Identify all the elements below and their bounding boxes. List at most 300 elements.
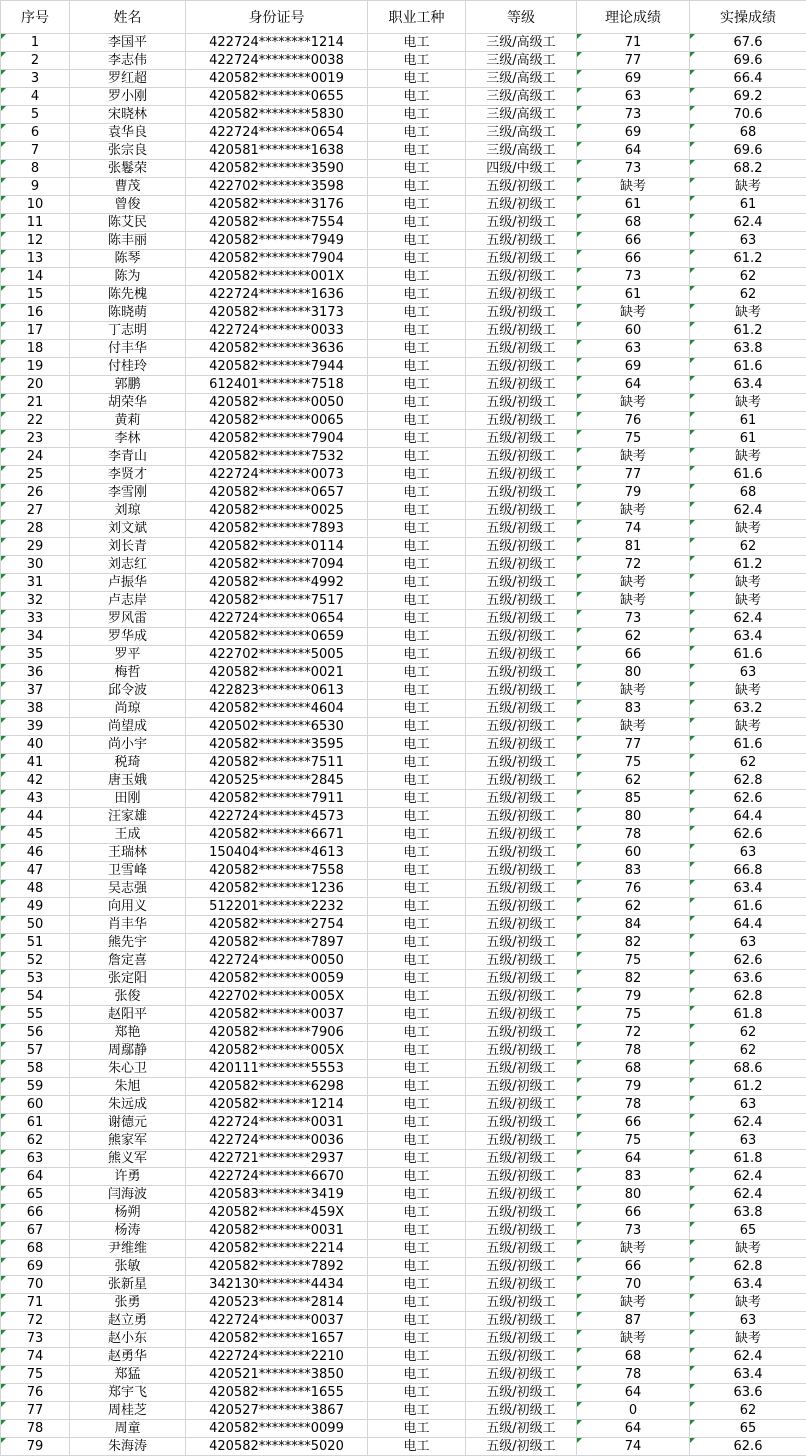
cell-occupation[interactable]: 电工 xyxy=(368,340,466,358)
cell-level[interactable]: 五级/初级工 xyxy=(466,484,577,502)
cell-level[interactable]: 五级/初级工 xyxy=(466,790,577,808)
cell-level[interactable]: 五级/初级工 xyxy=(466,304,577,322)
cell-occupation[interactable]: 电工 xyxy=(368,754,466,772)
cell-theory-score[interactable]: 82 xyxy=(577,934,690,952)
cell-id-number[interactable]: 420502********6530 xyxy=(186,718,368,736)
cell-seq[interactable]: 51 xyxy=(1,934,70,952)
cell-name[interactable]: 杨涛 xyxy=(70,1222,186,1240)
cell-seq[interactable]: 11 xyxy=(1,214,70,232)
cell-level[interactable]: 五级/初级工 xyxy=(466,646,577,664)
cell-occupation[interactable]: 电工 xyxy=(368,1348,466,1366)
cell-name[interactable]: 熊家军 xyxy=(70,1132,186,1150)
cell-id-number[interactable]: 420582********0031 xyxy=(186,1222,368,1240)
cell-theory-score[interactable]: 77 xyxy=(577,466,690,484)
cell-id-number[interactable]: 420582********0099 xyxy=(186,1420,368,1438)
cell-occupation[interactable]: 电工 xyxy=(368,520,466,538)
cell-practical-score[interactable]: 62 xyxy=(690,754,806,772)
cell-theory-score[interactable]: 缺考 xyxy=(577,394,690,412)
cell-id-number[interactable]: 420582********7949 xyxy=(186,232,368,250)
cell-practical-score[interactable]: 62.8 xyxy=(690,772,806,790)
cell-seq[interactable]: 3 xyxy=(1,70,70,88)
cell-level[interactable]: 五级/初级工 xyxy=(466,1186,577,1204)
cell-seq[interactable]: 59 xyxy=(1,1078,70,1096)
cell-id-number[interactable]: 420582********459X xyxy=(186,1204,368,1222)
cell-practical-score[interactable]: 63 xyxy=(690,1132,806,1150)
cell-name[interactable]: 周童 xyxy=(70,1420,186,1438)
cell-occupation[interactable]: 电工 xyxy=(368,1114,466,1132)
cell-occupation[interactable]: 电工 xyxy=(368,412,466,430)
cell-theory-score[interactable]: 缺考 xyxy=(577,592,690,610)
cell-level[interactable]: 五级/初级工 xyxy=(466,1402,577,1420)
cell-theory-score[interactable]: 73 xyxy=(577,268,690,286)
cell-occupation[interactable]: 电工 xyxy=(368,448,466,466)
cell-practical-score[interactable]: 63 xyxy=(690,844,806,862)
cell-level[interactable]: 五级/初级工 xyxy=(466,358,577,376)
cell-level[interactable]: 五级/初级工 xyxy=(466,934,577,952)
cell-practical-score[interactable]: 缺考 xyxy=(690,718,806,736)
cell-name[interactable]: 赵小东 xyxy=(70,1330,186,1348)
cell-name[interactable]: 曹茂 xyxy=(70,178,186,196)
cell-name[interactable]: 付桂玲 xyxy=(70,358,186,376)
cell-level[interactable]: 三级/高级工 xyxy=(466,52,577,70)
cell-theory-score[interactable]: 78 xyxy=(577,1096,690,1114)
cell-theory-score[interactable]: 81 xyxy=(577,538,690,556)
cell-seq[interactable]: 33 xyxy=(1,610,70,628)
cell-practical-score[interactable]: 63.4 xyxy=(690,1276,806,1294)
cell-level[interactable]: 五级/初级工 xyxy=(466,268,577,286)
cell-name[interactable]: 李雪刚 xyxy=(70,484,186,502)
cell-occupation[interactable]: 电工 xyxy=(368,502,466,520)
cell-occupation[interactable]: 电工 xyxy=(368,1312,466,1330)
cell-level[interactable]: 五级/初级工 xyxy=(466,1024,577,1042)
cell-id-number[interactable]: 420582********2754 xyxy=(186,916,368,934)
cell-name[interactable]: 罗红超 xyxy=(70,70,186,88)
cell-occupation[interactable]: 电工 xyxy=(368,1042,466,1060)
cell-occupation[interactable]: 电工 xyxy=(368,142,466,160)
cell-name[interactable]: 张定阳 xyxy=(70,970,186,988)
cell-id-number[interactable]: 422724********0050 xyxy=(186,952,368,970)
cell-id-number[interactable]: 420582********5830 xyxy=(186,106,368,124)
cell-name[interactable]: 朱远成 xyxy=(70,1096,186,1114)
cell-occupation[interactable]: 电工 xyxy=(368,1060,466,1078)
cell-id-number[interactable]: 422724********0037 xyxy=(186,1312,368,1330)
cell-level[interactable]: 五级/初级工 xyxy=(466,232,577,250)
cell-level[interactable]: 五级/初级工 xyxy=(466,880,577,898)
cell-name[interactable]: 田刚 xyxy=(70,790,186,808)
cell-practical-score[interactable]: 62 xyxy=(690,1042,806,1060)
cell-name[interactable]: 周鄢静 xyxy=(70,1042,186,1060)
cell-theory-score[interactable]: 61 xyxy=(577,286,690,304)
cell-occupation[interactable]: 电工 xyxy=(368,1096,466,1114)
cell-theory-score[interactable]: 78 xyxy=(577,826,690,844)
cell-level[interactable]: 五级/初级工 xyxy=(466,1150,577,1168)
cell-occupation[interactable]: 电工 xyxy=(368,610,466,628)
cell-theory-score[interactable]: 缺考 xyxy=(577,1330,690,1348)
cell-practical-score[interactable]: 62 xyxy=(690,1402,806,1420)
cell-practical-score[interactable]: 缺考 xyxy=(690,394,806,412)
cell-theory-score[interactable]: 87 xyxy=(577,1312,690,1330)
cell-occupation[interactable]: 电工 xyxy=(368,1330,466,1348)
cell-theory-score[interactable]: 69 xyxy=(577,124,690,142)
cell-occupation[interactable]: 电工 xyxy=(368,772,466,790)
cell-occupation[interactable]: 电工 xyxy=(368,628,466,646)
cell-occupation[interactable]: 电工 xyxy=(368,538,466,556)
cell-level[interactable]: 五级/初级工 xyxy=(466,592,577,610)
cell-id-number[interactable]: 420582********2214 xyxy=(186,1240,368,1258)
cell-id-number[interactable]: 420582********0657 xyxy=(186,484,368,502)
cell-seq[interactable]: 1 xyxy=(1,34,70,52)
cell-seq[interactable]: 5 xyxy=(1,106,70,124)
cell-id-number[interactable]: 420582********0655 xyxy=(186,88,368,106)
cell-id-number[interactable]: 420582********7558 xyxy=(186,862,368,880)
cell-occupation[interactable]: 电工 xyxy=(368,934,466,952)
cell-seq[interactable]: 76 xyxy=(1,1384,70,1402)
cell-level[interactable]: 五级/初级工 xyxy=(466,916,577,934)
cell-practical-score[interactable]: 61.6 xyxy=(690,898,806,916)
cell-practical-score[interactable]: 68.6 xyxy=(690,1060,806,1078)
cell-occupation[interactable]: 电工 xyxy=(368,88,466,106)
cell-theory-score[interactable]: 82 xyxy=(577,970,690,988)
cell-theory-score[interactable]: 75 xyxy=(577,430,690,448)
cell-occupation[interactable]: 电工 xyxy=(368,286,466,304)
cell-seq[interactable]: 54 xyxy=(1,988,70,1006)
cell-practical-score[interactable]: 61 xyxy=(690,196,806,214)
cell-level[interactable]: 三级/高级工 xyxy=(466,106,577,124)
cell-practical-score[interactable]: 68 xyxy=(690,124,806,142)
cell-occupation[interactable]: 电工 xyxy=(368,52,466,70)
cell-practical-score[interactable]: 63.6 xyxy=(690,970,806,988)
cell-occupation[interactable]: 电工 xyxy=(368,214,466,232)
cell-id-number[interactable]: 420582********001X xyxy=(186,268,368,286)
cell-id-number[interactable]: 422721********2937 xyxy=(186,1150,368,1168)
cell-id-number[interactable]: 422724********0654 xyxy=(186,610,368,628)
cell-id-number[interactable]: 420582********7897 xyxy=(186,934,368,952)
cell-id-number[interactable]: 420582********7532 xyxy=(186,448,368,466)
cell-practical-score[interactable]: 缺考 xyxy=(690,1330,806,1348)
cell-seq[interactable]: 24 xyxy=(1,448,70,466)
cell-name[interactable]: 郭鹏 xyxy=(70,376,186,394)
cell-occupation[interactable]: 电工 xyxy=(368,1006,466,1024)
cell-occupation[interactable]: 电工 xyxy=(368,592,466,610)
cell-name[interactable]: 卢振华 xyxy=(70,574,186,592)
cell-level[interactable]: 五级/初级工 xyxy=(466,1294,577,1312)
cell-theory-score[interactable]: 68 xyxy=(577,1348,690,1366)
cell-practical-score[interactable]: 61.2 xyxy=(690,556,806,574)
cell-theory-score[interactable]: 60 xyxy=(577,844,690,862)
cell-seq[interactable]: 67 xyxy=(1,1222,70,1240)
cell-practical-score[interactable]: 66.8 xyxy=(690,862,806,880)
cell-seq[interactable]: 79 xyxy=(1,1438,70,1456)
cell-name[interactable]: 黄莉 xyxy=(70,412,186,430)
cell-id-number[interactable]: 420582********7904 xyxy=(186,250,368,268)
cell-id-number[interactable]: 422724********1214 xyxy=(186,34,368,52)
cell-practical-score[interactable]: 62 xyxy=(690,286,806,304)
cell-theory-score[interactable]: 66 xyxy=(577,646,690,664)
cell-theory-score[interactable]: 77 xyxy=(577,736,690,754)
cell-practical-score[interactable]: 63 xyxy=(690,1312,806,1330)
cell-practical-score[interactable]: 62 xyxy=(690,268,806,286)
cell-seq[interactable]: 71 xyxy=(1,1294,70,1312)
cell-level[interactable]: 五级/初级工 xyxy=(466,898,577,916)
cell-id-number[interactable]: 420582********7554 xyxy=(186,214,368,232)
cell-occupation[interactable]: 电工 xyxy=(368,556,466,574)
cell-theory-score[interactable]: 60 xyxy=(577,322,690,340)
cell-id-number[interactable]: 420582********0021 xyxy=(186,664,368,682)
cell-theory-score[interactable]: 83 xyxy=(577,700,690,718)
cell-level[interactable]: 三级/高级工 xyxy=(466,124,577,142)
cell-level[interactable]: 五级/初级工 xyxy=(466,340,577,358)
cell-practical-score[interactable]: 62.4 xyxy=(690,502,806,520)
cell-seq[interactable]: 7 xyxy=(1,142,70,160)
cell-name[interactable]: 梅哲 xyxy=(70,664,186,682)
cell-level[interactable]: 三级/高级工 xyxy=(466,34,577,52)
cell-level[interactable]: 五级/初级工 xyxy=(466,1222,577,1240)
cell-practical-score[interactable]: 63 xyxy=(690,664,806,682)
cell-level[interactable]: 五级/初级工 xyxy=(466,1276,577,1294)
cell-occupation[interactable]: 电工 xyxy=(368,268,466,286)
cell-level[interactable]: 五级/初级工 xyxy=(466,466,577,484)
cell-theory-score[interactable]: 缺考 xyxy=(577,304,690,322)
cell-theory-score[interactable]: 75 xyxy=(577,1006,690,1024)
cell-name[interactable]: 肖丰华 xyxy=(70,916,186,934)
cell-name[interactable]: 李贤才 xyxy=(70,466,186,484)
cell-seq[interactable]: 16 xyxy=(1,304,70,322)
cell-seq[interactable]: 8 xyxy=(1,160,70,178)
cell-seq[interactable]: 26 xyxy=(1,484,70,502)
cell-id-number[interactable]: 420582********0037 xyxy=(186,1006,368,1024)
cell-name[interactable]: 张勇 xyxy=(70,1294,186,1312)
cell-name[interactable]: 朱心卫 xyxy=(70,1060,186,1078)
cell-occupation[interactable]: 电工 xyxy=(368,1222,466,1240)
cell-id-number[interactable]: 420582********1655 xyxy=(186,1384,368,1402)
cell-theory-score[interactable]: 缺考 xyxy=(577,718,690,736)
cell-name[interactable]: 陈晓萌 xyxy=(70,304,186,322)
cell-seq[interactable]: 6 xyxy=(1,124,70,142)
cell-seq[interactable]: 46 xyxy=(1,844,70,862)
cell-level[interactable]: 五级/初级工 xyxy=(466,808,577,826)
header-occupation[interactable]: 职业工种 xyxy=(368,1,466,34)
cell-practical-score[interactable]: 62.6 xyxy=(690,826,806,844)
cell-practical-score[interactable]: 62.4 xyxy=(690,214,806,232)
cell-seq[interactable]: 38 xyxy=(1,700,70,718)
cell-name[interactable]: 熊义军 xyxy=(70,1150,186,1168)
cell-level[interactable]: 五级/初级工 xyxy=(466,1330,577,1348)
cell-seq[interactable]: 41 xyxy=(1,754,70,772)
cell-seq[interactable]: 78 xyxy=(1,1420,70,1438)
cell-seq[interactable]: 35 xyxy=(1,646,70,664)
cell-id-number[interactable]: 420582********7944 xyxy=(186,358,368,376)
cell-name[interactable]: 陈丰丽 xyxy=(70,232,186,250)
cell-name[interactable]: 刘琼 xyxy=(70,502,186,520)
cell-theory-score[interactable]: 64 xyxy=(577,142,690,160)
cell-theory-score[interactable]: 77 xyxy=(577,52,690,70)
cell-name[interactable]: 唐玉娥 xyxy=(70,772,186,790)
cell-level[interactable]: 五级/初级工 xyxy=(466,1168,577,1186)
cell-level[interactable]: 五级/初级工 xyxy=(466,628,577,646)
cell-theory-score[interactable]: 66 xyxy=(577,1204,690,1222)
header-seq[interactable]: 序号 xyxy=(1,1,70,34)
cell-occupation[interactable]: 电工 xyxy=(368,826,466,844)
cell-theory-score[interactable]: 71 xyxy=(577,34,690,52)
cell-theory-score[interactable]: 64 xyxy=(577,1384,690,1402)
cell-seq[interactable]: 64 xyxy=(1,1168,70,1186)
cell-seq[interactable]: 19 xyxy=(1,358,70,376)
cell-practical-score[interactable]: 62.8 xyxy=(690,1258,806,1276)
cell-seq[interactable]: 10 xyxy=(1,196,70,214)
cell-name[interactable]: 刘长青 xyxy=(70,538,186,556)
cell-theory-score[interactable]: 64 xyxy=(577,1150,690,1168)
cell-seq[interactable]: 74 xyxy=(1,1348,70,1366)
cell-theory-score[interactable]: 73 xyxy=(577,610,690,628)
cell-theory-score[interactable]: 64 xyxy=(577,376,690,394)
cell-id-number[interactable]: 422702********005X xyxy=(186,988,368,1006)
cell-name[interactable]: 卢志岸 xyxy=(70,592,186,610)
cell-id-number[interactable]: 422823********0613 xyxy=(186,682,368,700)
cell-practical-score[interactable]: 69.6 xyxy=(690,52,806,70)
cell-theory-score[interactable]: 73 xyxy=(577,106,690,124)
cell-practical-score[interactable]: 63.8 xyxy=(690,1204,806,1222)
header-theory-score[interactable]: 理论成绩 xyxy=(577,1,690,34)
cell-theory-score[interactable]: 缺考 xyxy=(577,574,690,592)
cell-id-number[interactable]: 420111********5553 xyxy=(186,1060,368,1078)
cell-practical-score[interactable]: 61.6 xyxy=(690,736,806,754)
cell-name[interactable]: 袁华良 xyxy=(70,124,186,142)
cell-name[interactable]: 陈先槐 xyxy=(70,286,186,304)
cell-level[interactable]: 五级/初级工 xyxy=(466,1384,577,1402)
cell-seq[interactable]: 77 xyxy=(1,1402,70,1420)
cell-name[interactable]: 杨朔 xyxy=(70,1204,186,1222)
cell-name[interactable]: 詹定喜 xyxy=(70,952,186,970)
cell-occupation[interactable]: 电工 xyxy=(368,1078,466,1096)
cell-occupation[interactable]: 电工 xyxy=(368,322,466,340)
cell-theory-score[interactable]: 80 xyxy=(577,664,690,682)
cell-id-number[interactable]: 420582********1214 xyxy=(186,1096,368,1114)
cell-level[interactable]: 五级/初级工 xyxy=(466,1096,577,1114)
cell-theory-score[interactable]: 75 xyxy=(577,1132,690,1150)
cell-seq[interactable]: 45 xyxy=(1,826,70,844)
cell-practical-score[interactable]: 61.8 xyxy=(690,1150,806,1168)
cell-id-number[interactable]: 422702********3598 xyxy=(186,178,368,196)
cell-occupation[interactable]: 电工 xyxy=(368,70,466,88)
cell-id-number[interactable]: 420582********6671 xyxy=(186,826,368,844)
cell-theory-score[interactable]: 76 xyxy=(577,880,690,898)
cell-name[interactable]: 张宗良 xyxy=(70,142,186,160)
cell-id-number[interactable]: 420582********7094 xyxy=(186,556,368,574)
cell-practical-score[interactable]: 缺考 xyxy=(690,178,806,196)
cell-seq[interactable]: 56 xyxy=(1,1024,70,1042)
cell-name[interactable]: 卫雪峰 xyxy=(70,862,186,880)
cell-theory-score[interactable]: 79 xyxy=(577,988,690,1006)
cell-name[interactable]: 尹维维 xyxy=(70,1240,186,1258)
cell-seq[interactable]: 61 xyxy=(1,1114,70,1132)
cell-id-number[interactable]: 420582********7892 xyxy=(186,1258,368,1276)
cell-seq[interactable]: 57 xyxy=(1,1042,70,1060)
cell-theory-score[interactable]: 63 xyxy=(577,88,690,106)
cell-name[interactable]: 李青山 xyxy=(70,448,186,466)
header-name[interactable]: 姓名 xyxy=(70,1,186,34)
cell-practical-score[interactable]: 69.2 xyxy=(690,88,806,106)
cell-practical-score[interactable]: 65 xyxy=(690,1420,806,1438)
cell-occupation[interactable]: 电工 xyxy=(368,430,466,448)
cell-practical-score[interactable]: 63 xyxy=(690,934,806,952)
cell-seq[interactable]: 58 xyxy=(1,1060,70,1078)
cell-occupation[interactable]: 电工 xyxy=(368,1150,466,1168)
cell-seq[interactable]: 48 xyxy=(1,880,70,898)
cell-occupation[interactable]: 电工 xyxy=(368,1204,466,1222)
cell-seq[interactable]: 32 xyxy=(1,592,70,610)
cell-occupation[interactable]: 电工 xyxy=(368,34,466,52)
cell-practical-score[interactable]: 62.6 xyxy=(690,1438,806,1456)
cell-level[interactable]: 五级/初级工 xyxy=(466,286,577,304)
cell-level[interactable]: 五级/初级工 xyxy=(466,1240,577,1258)
cell-name[interactable]: 许勇 xyxy=(70,1168,186,1186)
cell-id-number[interactable]: 420582********005X xyxy=(186,1042,368,1060)
cell-seq[interactable]: 25 xyxy=(1,466,70,484)
cell-seq[interactable]: 75 xyxy=(1,1366,70,1384)
cell-practical-score[interactable]: 62.4 xyxy=(690,1168,806,1186)
cell-practical-score[interactable]: 62 xyxy=(690,1024,806,1042)
cell-theory-score[interactable]: 80 xyxy=(577,808,690,826)
cell-level[interactable]: 五级/初级工 xyxy=(466,772,577,790)
cell-name[interactable]: 罗风雷 xyxy=(70,610,186,628)
cell-theory-score[interactable]: 62 xyxy=(577,628,690,646)
cell-occupation[interactable]: 电工 xyxy=(368,1132,466,1150)
cell-level[interactable]: 五级/初级工 xyxy=(466,700,577,718)
cell-id-number[interactable]: 420582********0050 xyxy=(186,394,368,412)
cell-occupation[interactable]: 电工 xyxy=(368,1186,466,1204)
cell-occupation[interactable]: 电工 xyxy=(368,916,466,934)
cell-practical-score[interactable]: 61.8 xyxy=(690,1006,806,1024)
cell-seq[interactable]: 43 xyxy=(1,790,70,808)
cell-id-number[interactable]: 420582********5020 xyxy=(186,1438,368,1456)
cell-practical-score[interactable]: 63 xyxy=(690,232,806,250)
cell-level[interactable]: 五级/初级工 xyxy=(466,412,577,430)
cell-id-number[interactable]: 420582********3173 xyxy=(186,304,368,322)
cell-level[interactable]: 五级/初级工 xyxy=(466,826,577,844)
cell-theory-score[interactable]: 79 xyxy=(577,484,690,502)
cell-theory-score[interactable]: 73 xyxy=(577,160,690,178)
cell-id-number[interactable]: 420582********1657 xyxy=(186,1330,368,1348)
cell-name[interactable]: 赵勇华 xyxy=(70,1348,186,1366)
cell-seq[interactable]: 28 xyxy=(1,520,70,538)
cell-occupation[interactable]: 电工 xyxy=(368,1024,466,1042)
cell-seq[interactable]: 73 xyxy=(1,1330,70,1348)
cell-theory-score[interactable]: 0 xyxy=(577,1402,690,1420)
cell-occupation[interactable]: 电工 xyxy=(368,394,466,412)
cell-practical-score[interactable]: 缺考 xyxy=(690,592,806,610)
cell-name[interactable]: 丁志明 xyxy=(70,322,186,340)
cell-practical-score[interactable]: 61.6 xyxy=(690,358,806,376)
cell-practical-score[interactable]: 63.2 xyxy=(690,700,806,718)
cell-name[interactable]: 张新星 xyxy=(70,1276,186,1294)
cell-name[interactable]: 王瑞林 xyxy=(70,844,186,862)
cell-name[interactable]: 李志伟 xyxy=(70,52,186,70)
cell-id-number[interactable]: 612401********7518 xyxy=(186,376,368,394)
cell-name[interactable]: 宋晓林 xyxy=(70,106,186,124)
cell-seq[interactable]: 22 xyxy=(1,412,70,430)
cell-seq[interactable]: 63 xyxy=(1,1150,70,1168)
cell-occupation[interactable]: 电工 xyxy=(368,952,466,970)
cell-level[interactable]: 五级/初级工 xyxy=(466,502,577,520)
cell-theory-score[interactable]: 缺考 xyxy=(577,1240,690,1258)
cell-level[interactable]: 五级/初级工 xyxy=(466,988,577,1006)
cell-name[interactable]: 刘文斌 xyxy=(70,520,186,538)
cell-id-number[interactable]: 420582********0114 xyxy=(186,538,368,556)
cell-id-number[interactable]: 420582********0659 xyxy=(186,628,368,646)
cell-name[interactable]: 罗平 xyxy=(70,646,186,664)
cell-theory-score[interactable]: 69 xyxy=(577,358,690,376)
cell-theory-score[interactable]: 75 xyxy=(577,952,690,970)
